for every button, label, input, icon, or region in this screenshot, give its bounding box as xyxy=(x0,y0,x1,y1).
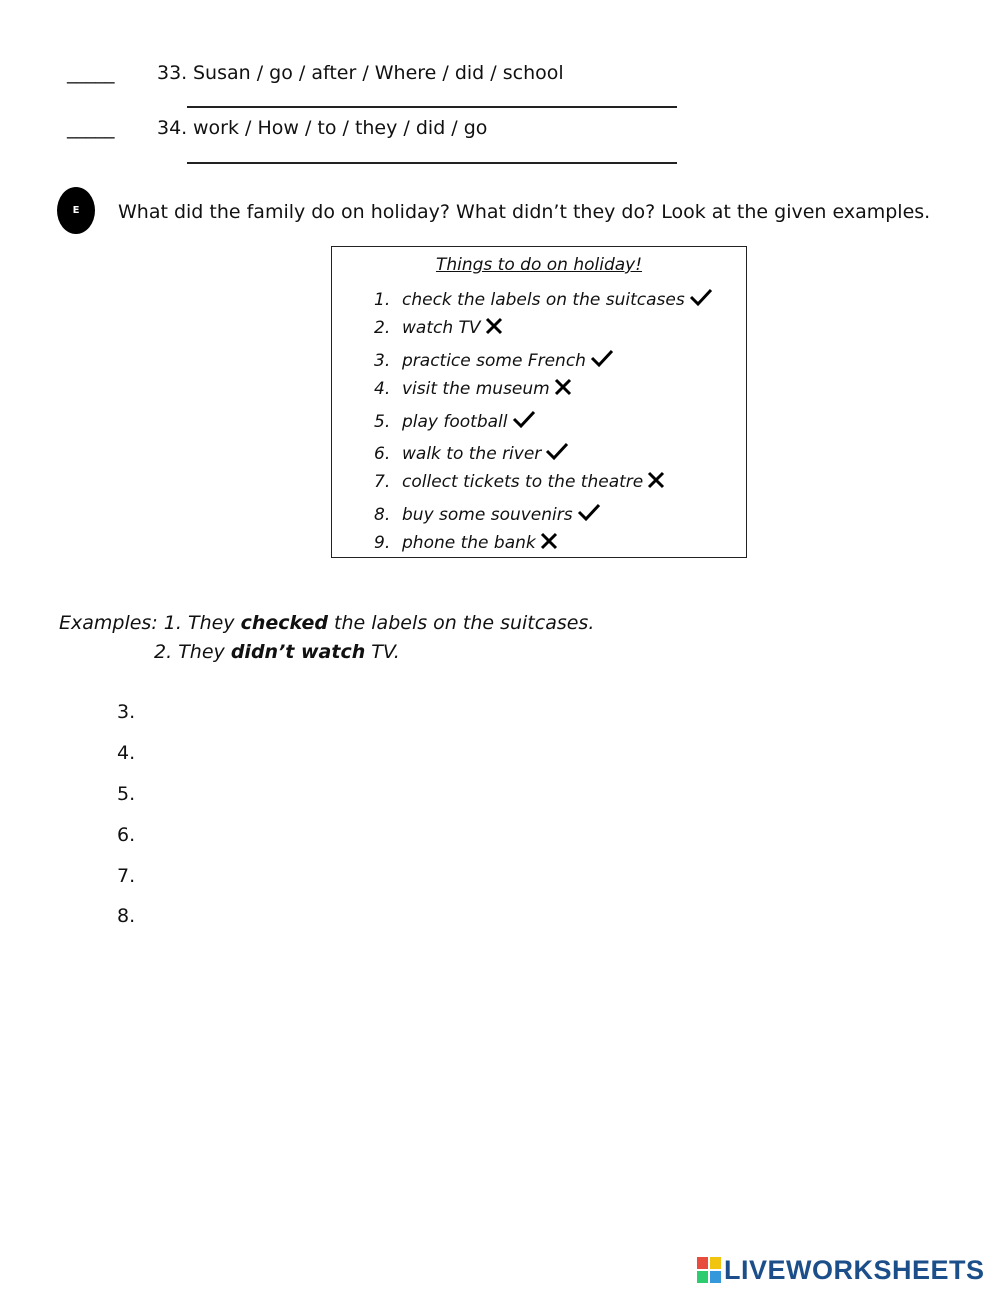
todo-item-number: 6. xyxy=(374,444,391,464)
example-line-1 xyxy=(59,612,594,634)
todo-item-text: phone the bank xyxy=(402,533,536,553)
check-icon xyxy=(545,441,569,461)
todo-item xyxy=(374,502,601,525)
todo-item-number: 7. xyxy=(374,472,391,492)
question-number-33: 33. xyxy=(157,62,188,84)
answer-field[interactable] xyxy=(150,902,850,930)
examples-label: Examples: xyxy=(59,612,158,634)
example-number: 2. xyxy=(154,641,173,663)
todo-item-text: play football xyxy=(402,412,508,432)
todo-item-number: 3. xyxy=(374,351,391,371)
example-text: They xyxy=(178,641,225,663)
todo-item-text: visit the museum xyxy=(402,379,550,399)
todo-item-text: check the labels on the suitcases xyxy=(402,290,685,310)
todo-item xyxy=(374,317,503,338)
example-verb: checked xyxy=(240,612,328,634)
todo-item-number: 8. xyxy=(374,505,391,525)
example-number: 1. xyxy=(163,612,182,634)
todo-box xyxy=(331,246,747,558)
liveworksheets-logo xyxy=(697,1255,985,1285)
todo-item-number: 5. xyxy=(374,412,391,432)
todo-item xyxy=(374,471,665,492)
todo-item-text: collect tickets to the theatre xyxy=(402,472,644,492)
todo-item-text: buy some souvenirs xyxy=(402,505,573,525)
todo-item xyxy=(374,409,536,432)
answer-field[interactable] xyxy=(150,780,850,808)
check-icon xyxy=(590,348,614,368)
todo-item xyxy=(374,441,569,464)
question-number-34: 34. xyxy=(157,117,188,139)
todo-title: Things to do on holiday! xyxy=(435,255,643,275)
answer-field[interactable] xyxy=(150,698,850,726)
todo-item xyxy=(374,532,558,553)
todo-item-text: walk to the river xyxy=(402,444,542,464)
example-verb: didn’t watch xyxy=(230,641,366,663)
section-badge: E xyxy=(57,187,95,234)
todo-item-number: 1. xyxy=(374,290,391,310)
answer-field[interactable] xyxy=(150,862,850,890)
section-instruction: What did the family do on holiday? What didn’t they do? Look at the given examples. xyxy=(118,201,931,223)
question-text-34: work / How / to / they / did / go xyxy=(193,117,488,139)
answer-blank-33[interactable]: _____ xyxy=(67,62,115,84)
example-line-2 xyxy=(154,641,400,663)
cross-icon xyxy=(485,317,503,335)
example-text: the labels on the suitcases. xyxy=(334,612,595,634)
check-icon xyxy=(689,287,713,307)
answer-field[interactable] xyxy=(150,739,850,767)
todo-item-text: practice some French xyxy=(402,351,586,371)
cross-icon xyxy=(647,471,665,489)
check-icon xyxy=(577,502,601,522)
logo-squares-icon xyxy=(697,1257,721,1283)
question-text-33: Susan / go / after / Where / did / school xyxy=(193,62,564,84)
example-text: TV. xyxy=(371,641,400,663)
todo-item xyxy=(374,378,572,399)
answer-number: 4. xyxy=(117,742,136,764)
answer-number: 8. xyxy=(117,905,136,927)
answer-number: 6. xyxy=(117,824,136,846)
answer-number: 7. xyxy=(117,865,136,887)
todo-item-number: 4. xyxy=(374,379,391,399)
answer-blank-34[interactable]: _____ xyxy=(67,117,115,139)
answer-line-33[interactable] xyxy=(187,106,677,108)
todo-item-number: 9. xyxy=(374,533,391,553)
todo-item xyxy=(374,287,713,310)
cross-icon xyxy=(554,378,572,396)
todo-item-text: watch TV xyxy=(402,318,481,338)
todo-item xyxy=(374,348,614,371)
answer-number: 3. xyxy=(117,701,136,723)
check-icon xyxy=(512,409,536,429)
todo-item-number: 2. xyxy=(374,318,391,338)
cross-icon xyxy=(540,532,558,550)
logo-text: LIVEWORKSHEETS xyxy=(724,1254,985,1285)
answer-field[interactable] xyxy=(150,821,850,849)
answer-line-34[interactable] xyxy=(187,162,677,164)
example-text: They xyxy=(187,612,235,634)
answer-number: 5. xyxy=(117,783,136,805)
